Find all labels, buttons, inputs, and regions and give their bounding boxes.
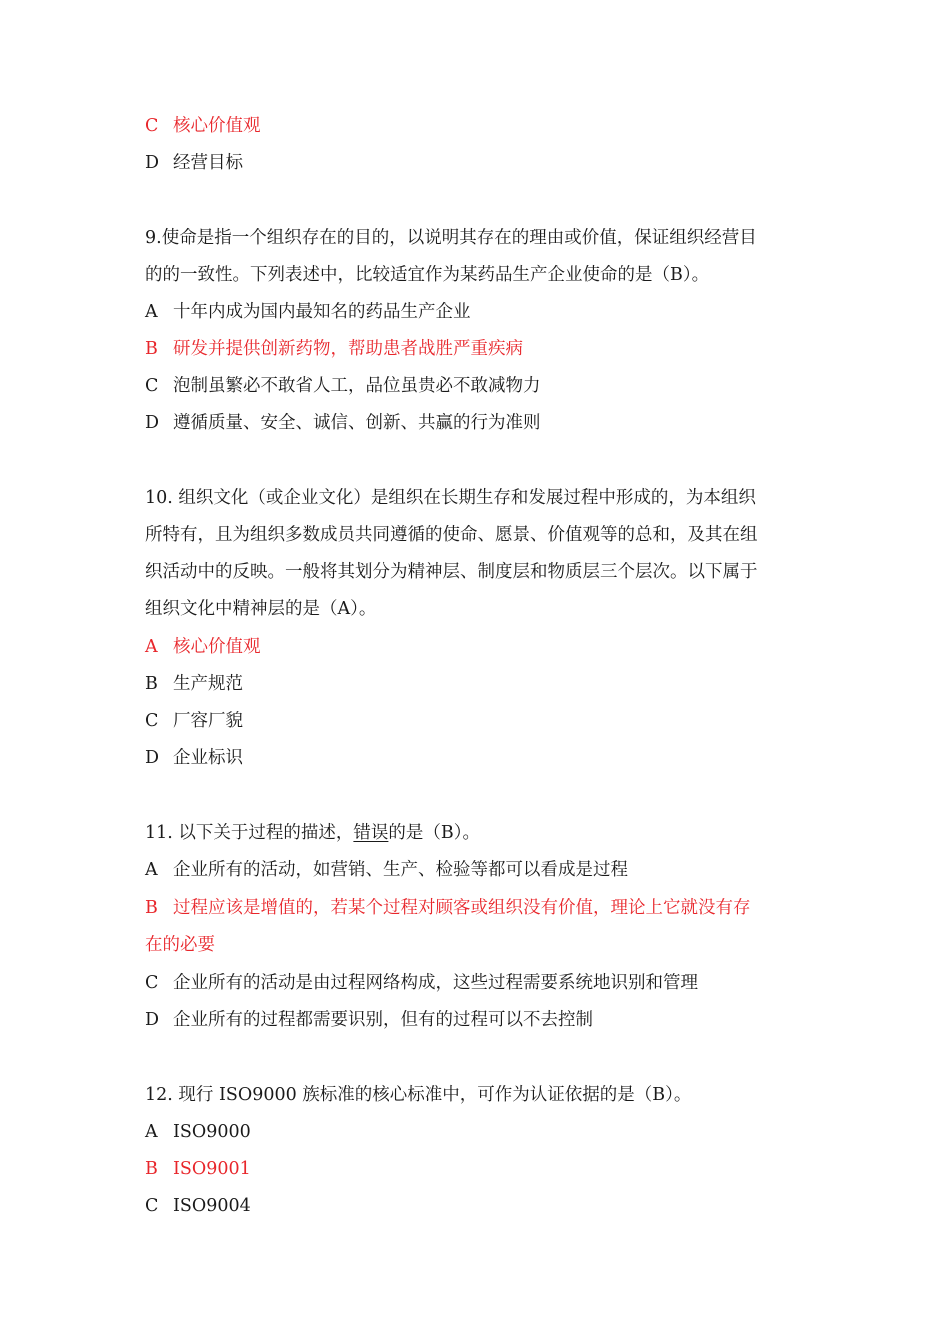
q8-option-d bbox=[145, 151, 243, 175]
q11-option-b bbox=[145, 896, 751, 920]
option-text: 核心价值观 bbox=[173, 637, 261, 657]
option-text: 研发并提供创新药物，帮助患者战胜严重疾病 bbox=[173, 339, 523, 359]
option-text: 泡制虽繁必不敢省人工，品位虽贵必不敢减物力 bbox=[173, 376, 541, 396]
option-text: ISO9000 bbox=[173, 1122, 251, 1142]
q10-option-d bbox=[145, 746, 243, 770]
q9-option-c bbox=[145, 374, 541, 398]
option-letter: C bbox=[145, 711, 159, 731]
option-letter: D bbox=[145, 413, 160, 433]
option-letter: C bbox=[145, 973, 159, 993]
q11-stem-after: 的是（B）。 bbox=[388, 823, 481, 843]
q10-option-b bbox=[145, 672, 243, 696]
option-letter: A bbox=[145, 860, 158, 880]
option-letter: B bbox=[145, 1159, 158, 1179]
option-letter: A bbox=[145, 1122, 158, 1142]
option-text: 企业所有的过程都需要识别，但有的过程可以不去控制 bbox=[173, 1010, 593, 1030]
option-letter: A bbox=[145, 302, 158, 322]
option-letter: D bbox=[145, 153, 160, 173]
q10-stem-line-1: 10. 组织文化（或企业文化）是组织在长期生存和发展过程中形成的，为本组织 bbox=[145, 488, 756, 508]
q9-option-b bbox=[145, 337, 523, 361]
option-text: 遵循质量、安全、诚信、创新、共赢的行为准则 bbox=[173, 413, 541, 433]
q9-stem-line-2: 的的一致性。下列表述中，比较适宜作为某药品生产企业使命的是（B）。 bbox=[145, 265, 710, 285]
option-letter: B bbox=[145, 339, 158, 359]
q10-option-a bbox=[145, 635, 261, 659]
option-letter: C bbox=[145, 376, 159, 396]
q10-stem-line-2: 所特有，且为组织多数成员共同遵循的使命、愿景、价值观等的总和，及其在组 bbox=[145, 525, 758, 545]
q12-option-b bbox=[145, 1157, 251, 1181]
q10-stem-line-4: 组织文化中精神层的是（A）。 bbox=[145, 599, 377, 619]
option-letter: B bbox=[145, 898, 158, 918]
q11-option-d bbox=[145, 1008, 593, 1032]
option-text: 核心价值观 bbox=[173, 116, 261, 136]
option-text: 企业所有的活动是由过程网络构成，这些过程需要系统地识别和管理 bbox=[173, 973, 698, 993]
q11-option-c bbox=[145, 971, 698, 995]
option-text: ISO9004 bbox=[173, 1196, 251, 1216]
q12-option-c bbox=[145, 1194, 251, 1218]
q11-option-b-continuation: 在的必要 bbox=[145, 935, 215, 955]
option-letter: A bbox=[145, 637, 158, 657]
q12-option-a bbox=[145, 1120, 251, 1144]
option-text: 企业标识 bbox=[173, 748, 243, 768]
q9-option-d bbox=[145, 411, 541, 435]
q9-option-a bbox=[145, 300, 471, 324]
option-letter: D bbox=[145, 1010, 160, 1030]
option-text: 经营目标 bbox=[173, 153, 243, 173]
q10-option-c bbox=[145, 709, 243, 733]
option-text: 生产规范 bbox=[173, 674, 243, 694]
q10-stem-line-3: 织活动中的反映。一般将其划分为精神层、制度层和物质层三个层次。以下属于 bbox=[145, 562, 758, 582]
q11-option-a bbox=[145, 858, 628, 882]
q11-stem-underlined: 错误 bbox=[353, 823, 389, 843]
option-letter: C bbox=[145, 116, 159, 136]
q11-stem bbox=[145, 821, 480, 845]
option-letter: B bbox=[145, 674, 158, 694]
option-text: ISO9001 bbox=[173, 1159, 251, 1179]
q8-option-c bbox=[145, 114, 261, 138]
q9-stem-line-1: 9.使命是指一个组织存在的目的，以说明其存在的理由或价值，保证组织经营目 bbox=[145, 228, 757, 248]
option-text: 过程应该是增值的，若某个过程对顾客或组织没有价值，理论上它就没有存 bbox=[173, 898, 751, 918]
q11-stem-before: 11. 以下关于过程的描述， bbox=[145, 823, 354, 843]
q12-stem: 12. 现行 ISO9000 族标准的核心标准中，可作为认证依据的是（B）。 bbox=[145, 1085, 692, 1105]
option-letter: C bbox=[145, 1196, 159, 1216]
option-letter: D bbox=[145, 748, 160, 768]
option-text: 企业所有的活动，如营销、生产、检验等都可以看成是过程 bbox=[173, 860, 628, 880]
option-text: 十年内成为国内最知名的药品生产企业 bbox=[173, 302, 471, 322]
option-text: 厂容厂貌 bbox=[173, 711, 243, 731]
